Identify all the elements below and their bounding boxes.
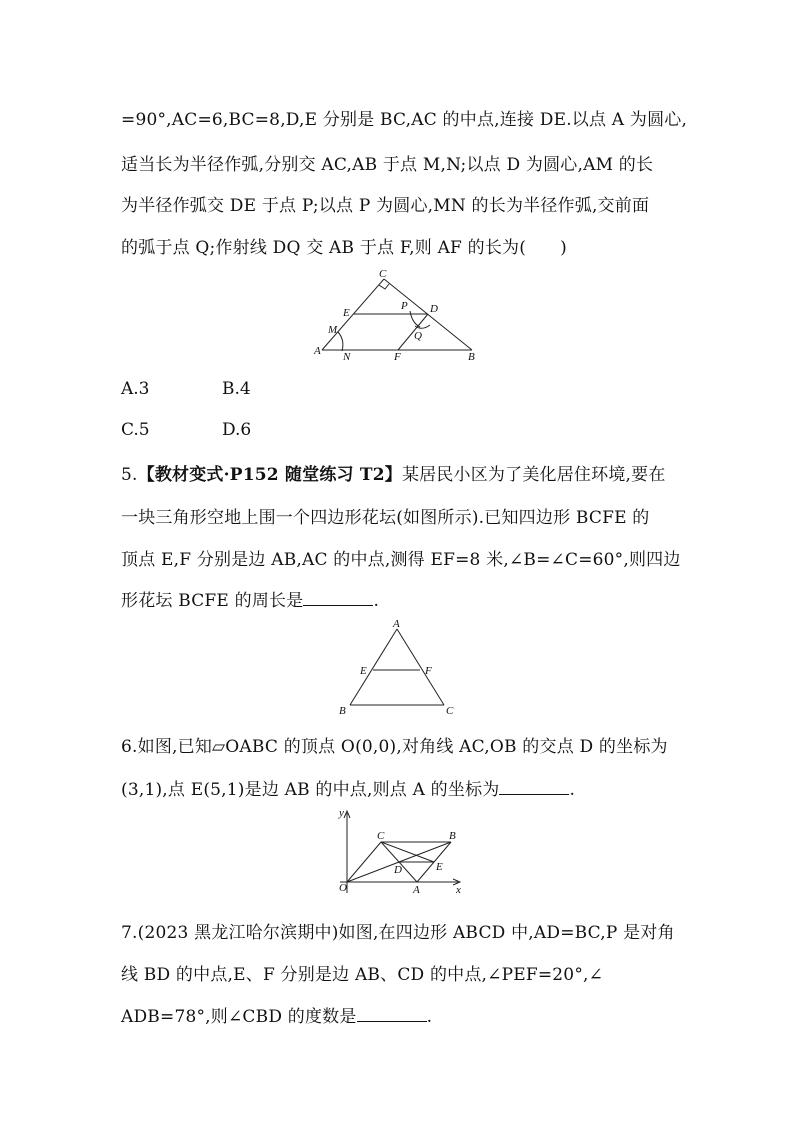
q5-line-2: 一块三角形空地上围一个四边形花坛(如图所示).已知四边形 BCFE 的: [121, 508, 650, 528]
q6-label-c: C: [377, 830, 385, 842]
q5-line-1-text: 某居民小区为了美化居住环境,要在: [401, 465, 666, 485]
q4-label-e: E: [343, 307, 350, 319]
q4-label-p: P: [401, 300, 408, 312]
q6-answer-blank: [499, 780, 569, 795]
q4-label-c: C: [379, 268, 387, 280]
q4-label-n: N: [343, 351, 351, 363]
q5-number: 5.: [121, 465, 138, 485]
q6-side-co: [347, 842, 381, 882]
q5-side-ab: [350, 629, 397, 705]
q4-line-1: =90°,AC=6,BC=8,D,E 分别是 BC,AC 的中点,连接 DE.以点 A 为圆心,: [121, 110, 688, 130]
q5-label-e: E: [360, 665, 367, 677]
q4-option-c: C.5: [121, 420, 150, 440]
q7-line-3: [121, 1002, 432, 1027]
q4-label-f: F: [394, 351, 401, 363]
q5-side-ac: [397, 629, 444, 705]
q6-label-y: y: [339, 807, 344, 819]
q4-label-m: M: [328, 324, 338, 336]
q5-label-c: C: [446, 705, 454, 717]
q7-line-2: 线 BD 的中点,E、F 分别是边 AB、CD 的中点,∠PEF=20°,∠: [121, 965, 604, 985]
q7-answer-blank: [357, 1007, 427, 1022]
q4-figure: [310, 265, 485, 365]
q5-tag: 【教材变式·P152 随堂练习 T2】: [137, 465, 402, 485]
q4-label-q: Q: [414, 330, 422, 342]
q4-line-2: 适当长为半径作弧,分别交 AC,AB 于点 M,N;以点 D 为圆心,AM 的长: [121, 155, 654, 175]
q4-label-d: D: [430, 303, 438, 315]
q4-label-a: A: [314, 345, 321, 357]
q5-label-f: F: [425, 665, 432, 677]
q6-label-d: D: [394, 864, 402, 876]
q4-arc-p: [410, 311, 420, 327]
q6-line-2: [121, 775, 575, 800]
q5-answer-blank: [303, 591, 373, 606]
q6-line-1: 6.如图,已知▱OABC 的顶点 O(0,0),对角线 AC,OB 的交点 D 的坐标为: [121, 737, 668, 757]
q4-right-angle-mark: [379, 284, 389, 289]
q4-option-a: A.3: [121, 379, 150, 399]
q5-line-4-end: .: [373, 591, 380, 611]
q4-arc-mn: [338, 332, 343, 351]
q6-label-e: E: [436, 861, 443, 873]
q4-close-paren: ): [560, 238, 567, 258]
q4-line-3: 为半径作弧交 DE 于点 P;以点 P 为圆心,MN 的长为半径作弧,交前面: [121, 196, 650, 216]
q4-label-b: B: [468, 351, 475, 363]
q7-line-3-text: ADB=78°,则∠CBD 的度数是: [121, 1007, 357, 1027]
q5-figure: [336, 618, 466, 718]
q6-label-b: B: [449, 830, 456, 842]
q5-line-3: 顶点 E,F 分别是边 AB,AC 的中点,测得 EF=8 米,∠B=∠C=60°,则四边: [121, 550, 681, 570]
q5-line-4-text: 形花坛 BCFE 的周长是: [121, 591, 304, 611]
q6-label-o: O: [339, 882, 347, 894]
q6-label-x: x: [456, 884, 461, 896]
q6-line-2-end: .: [569, 780, 576, 800]
q4-option-b: B.4: [222, 379, 251, 399]
q5-label-b: B: [339, 705, 346, 717]
q6-line-2-text: (3,1),点 E(5,1)是边 AB 的中点,则点 A 的坐标为: [121, 780, 500, 800]
q6-label-a: A: [413, 884, 420, 896]
q4-line-4: [121, 233, 567, 258]
q7-line-3-end: .: [426, 1007, 433, 1027]
q6-figure: [330, 805, 470, 900]
q7-line-1: 7.(2023 黑龙江哈尔滨期中)如图,在四边形 ABCD 中,AD=BC,P 是对角: [121, 923, 675, 943]
q4-option-d: D.6: [222, 420, 252, 440]
q5-line-1: [121, 460, 666, 485]
q5-label-a: A: [393, 618, 400, 630]
q5-line-4: [121, 586, 379, 611]
q4-line-4-text: 的弧于点 Q;作射线 DQ 交 AB 于点 F,则 AF 的长为(: [121, 238, 527, 258]
